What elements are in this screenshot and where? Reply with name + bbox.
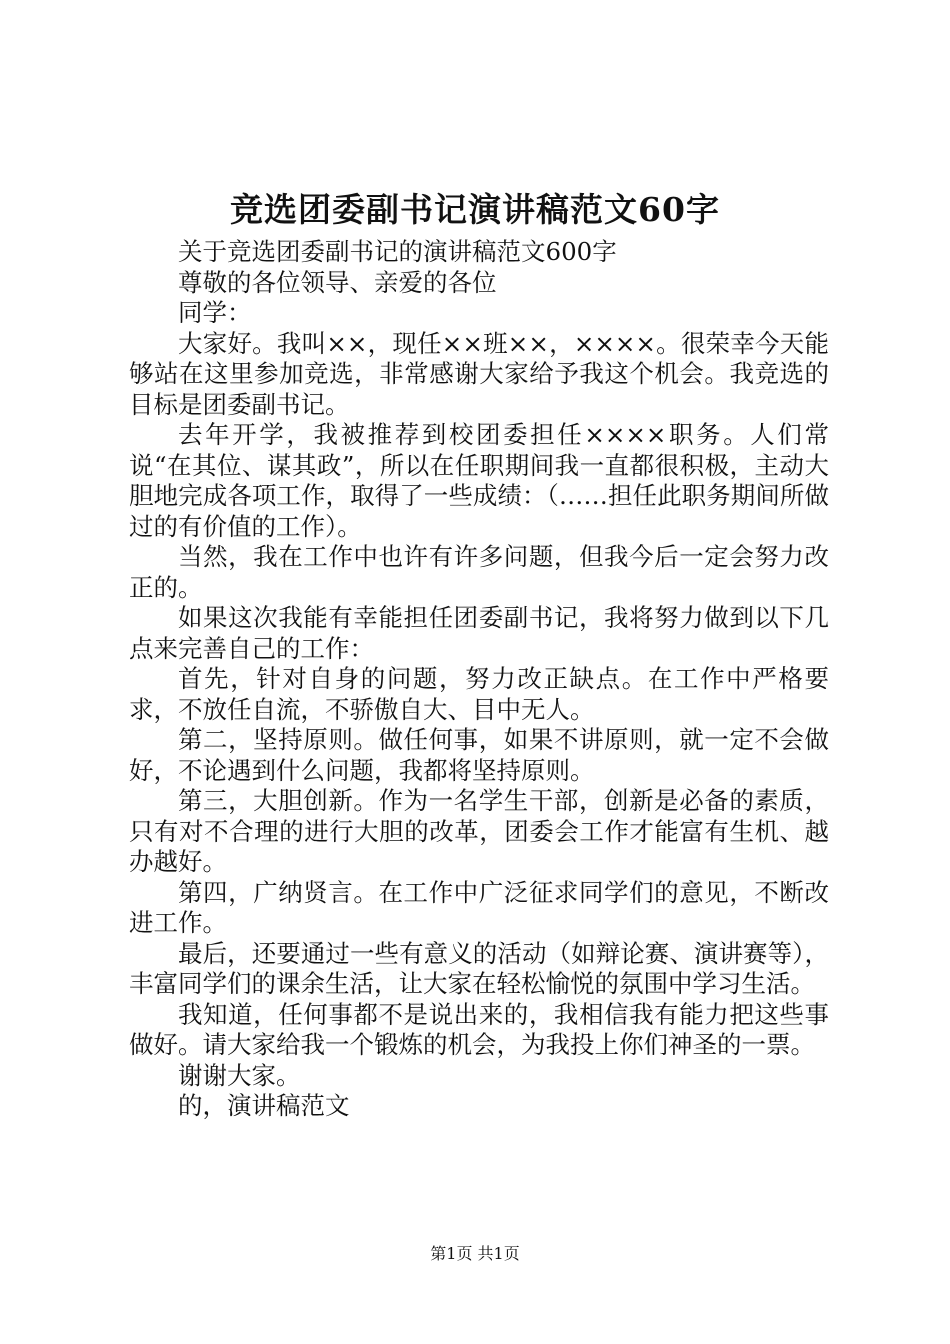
paragraph: 我知道，任何事都不是说出来的，我相信我有能力把这些事做好。请大家给我一个锻炼的机会，为我投上你们神圣的一票。 <box>129 999 829 1059</box>
document-body <box>129 237 829 1122</box>
paragraph: 第二，坚持原则。做任何事，如果不讲原则，就一定不会做好，不论遇到什么问题，我都将坚持原则。 <box>129 725 829 785</box>
page-footer: 第1页 共1页 <box>430 1244 520 1263</box>
paragraph: 第四，广纳贤言。在工作中广泛征求同学们的意见，不断改进工作。 <box>129 877 829 937</box>
document-title: 竞选团委副书记演讲稿范文60字 <box>230 190 720 229</box>
paragraph: 第三，大胆创新。作为一名学生干部，创新是必备的素质，只有对不合理的进行大胆的改革，团委会工作才能富有生机、越办越好。 <box>129 786 829 876</box>
paragraph: 的，演讲稿范文 <box>178 1091 350 1120</box>
paragraph: 大家好。我叫××，现任××班××，××××。很荣幸今天能够站在这里参加竞选，非常感谢大家给予我这个机会。我竞选的目标是团委副书记。 <box>129 328 829 419</box>
paragraph: 尊敬的各位领导、亲爱的各位 <box>178 267 497 297</box>
paragraph: 首先，针对自身的问题，努力改正缺点。在工作中严格要求，不放任自流，不骄傲自大、目中无人。 <box>129 664 829 724</box>
paragraph: 同学： <box>178 298 252 327</box>
paragraph: 关于竞选团委副书记的演讲稿范文600字 <box>178 237 617 266</box>
paragraph: 谢谢大家。 <box>178 1060 301 1090</box>
paragraph: 如果这次我能有幸能担任团委副书记，我将努力做到以下几点来完善自己的工作： <box>129 603 829 663</box>
paragraph: 最后，还要通过一些有意义的活动（如辩论赛、演讲赛等），丰富同学们的课余生活，让大家在轻松愉悦的氛围中学习生活。 <box>129 938 829 998</box>
paragraph: 去年开学，我被推荐到校团委担任××××职务。人们常说“在其位、谋其政”，所以在任职期间我一直都很积极，主动大胆地完成各项工作，取得了一些成绩：（……担任此职务期间所做过的有价值的工作）。 <box>129 420 829 541</box>
paragraph: 当然，我在工作中也许有许多问题，但我今后一定会努力改正的。 <box>129 542 829 602</box>
